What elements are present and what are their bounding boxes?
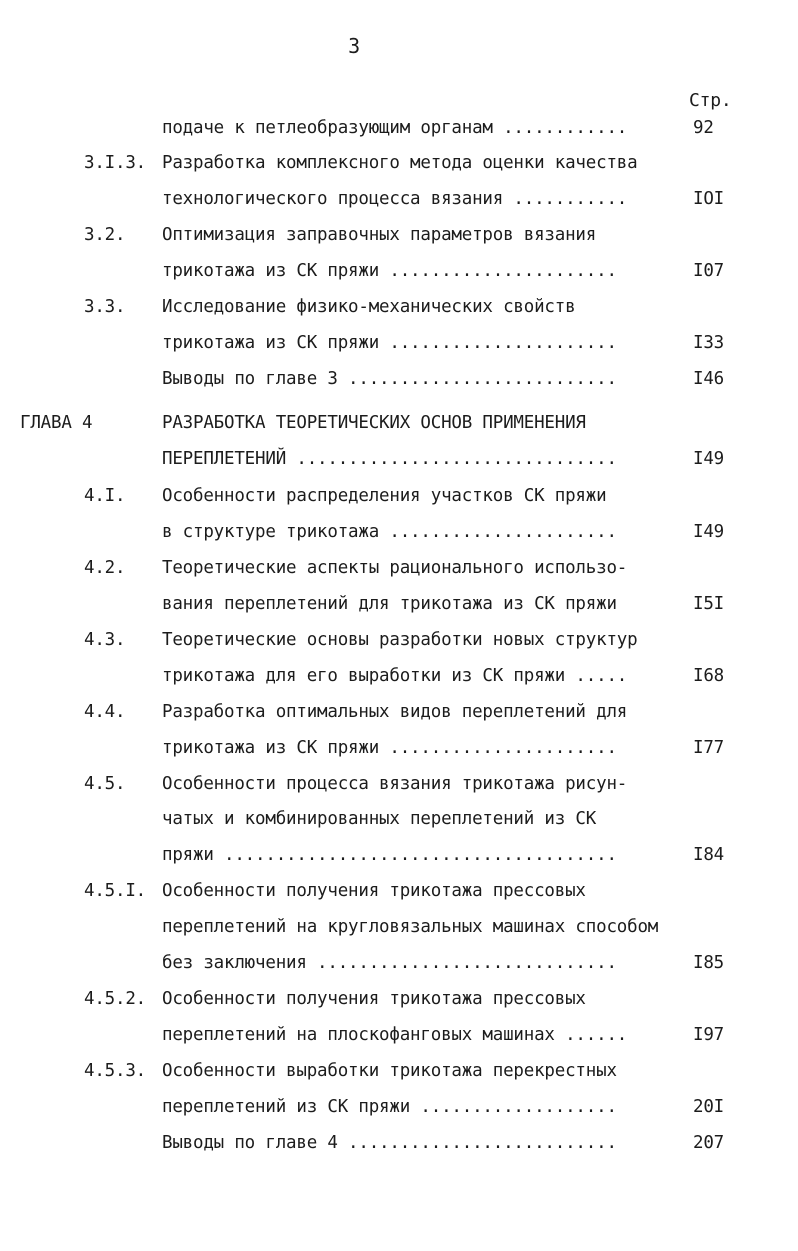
chapter-label: ГЛАВА 4 [20, 413, 93, 433]
entry-page: 207 [693, 1133, 725, 1153]
entry-text: Особенности получения трикотажа прессовых [162, 881, 586, 901]
entry-page: I68 [693, 666, 725, 686]
entry-text: Теоретические аспекты рационального использо- [162, 558, 628, 578]
section-number: 4.3. [84, 630, 126, 650]
section-number: 4.5.3. [84, 1061, 147, 1081]
entry-text: Теоретические основы разработки новых структур [162, 630, 638, 650]
entry-page: I5I [693, 594, 725, 614]
section-number: 4.5. [84, 774, 126, 794]
entry-page: I97 [693, 1025, 725, 1045]
section-number: 4.5.2. [84, 989, 147, 1009]
section-number: 4.I. [84, 486, 126, 506]
entry-text: Разработка комплексного метода оценки качества [162, 153, 638, 173]
entry-page: IOI [693, 189, 725, 209]
entry-text: трикотажа из СК пряжи ...................... [162, 738, 617, 758]
entry-page: I46 [693, 369, 725, 389]
entry-text: чатых и комбинированных переплетений из СК [162, 809, 597, 829]
section-number: 3.2. [84, 225, 126, 245]
entry-text: Особенности процесса вязания трикотажа рисун- [162, 774, 628, 794]
chapter-title: ПЕРЕПЛЕТЕНИЙ ............................... [162, 449, 617, 469]
entry-text: Особенности распределения участков СК пряжи [162, 486, 607, 506]
entry-text: Исследование физико-механических свойств [162, 297, 576, 317]
entry-page: I07 [693, 261, 725, 281]
entry-text: подаче к петлеобразующим органам ............ [162, 118, 628, 138]
entry-page: 92 [693, 118, 714, 138]
entry-text: без заключения ............................. [162, 953, 617, 973]
entry-text: Особенности получения трикотажа прессовых [162, 989, 586, 1009]
entry-text: пряжи ...................................... [162, 845, 617, 865]
entry-text: Выводы по главе 3 .......................... [162, 369, 617, 389]
entry-page: I33 [693, 333, 725, 353]
entry-text: трикотажа из СК пряжи ...................... [162, 333, 617, 353]
entry-page: I77 [693, 738, 725, 758]
page-number: 3 [348, 34, 360, 58]
entry-text: трикотажа для его выработки из СК пряжи ..... [162, 666, 628, 686]
section-number: 4.4. [84, 702, 126, 722]
entry-page: I85 [693, 953, 725, 973]
entry-page: I84 [693, 845, 725, 865]
entry-text: Выводы по главе 4 .......................... [162, 1133, 617, 1153]
entry-text: трикотажа из СК пряжи ...................... [162, 261, 617, 281]
entry-page: 20I [693, 1097, 725, 1117]
entry-text: переплетений из СК пряжи ................... [162, 1097, 617, 1117]
entry-text: Оптимизация заправочных параметров вязания [162, 225, 597, 245]
entry-text: в структуре трикотажа ...................... [162, 522, 617, 542]
section-number: 3.I.3. [84, 153, 147, 173]
entry-text: вания переплетений для трикотажа из СК пряжи [162, 594, 617, 614]
entry-text: Особенности выработки трикотажа перекрестных [162, 1061, 617, 1081]
entry-text: переплетений на кругловязальных машинах способом [162, 917, 659, 937]
section-number: 4.5.I. [84, 881, 147, 901]
section-number: 4.2. [84, 558, 126, 578]
entry-page: I49 [693, 449, 725, 469]
page-column-label: Стр. [689, 90, 732, 111]
entry-page: I49 [693, 522, 725, 542]
entry-text: технологического процесса вязания ........... [162, 189, 628, 209]
entry-text: переплетений на плоскофанговых машинах ...... [162, 1025, 628, 1045]
entry-text: Разработка оптимальных видов переплетений для [162, 702, 628, 722]
chapter-title: РАЗРАБОТКА ТЕОРЕТИЧЕСКИХ ОСНОВ ПРИМЕНЕНИЯ [162, 413, 586, 433]
section-number: 3.3. [84, 297, 126, 317]
